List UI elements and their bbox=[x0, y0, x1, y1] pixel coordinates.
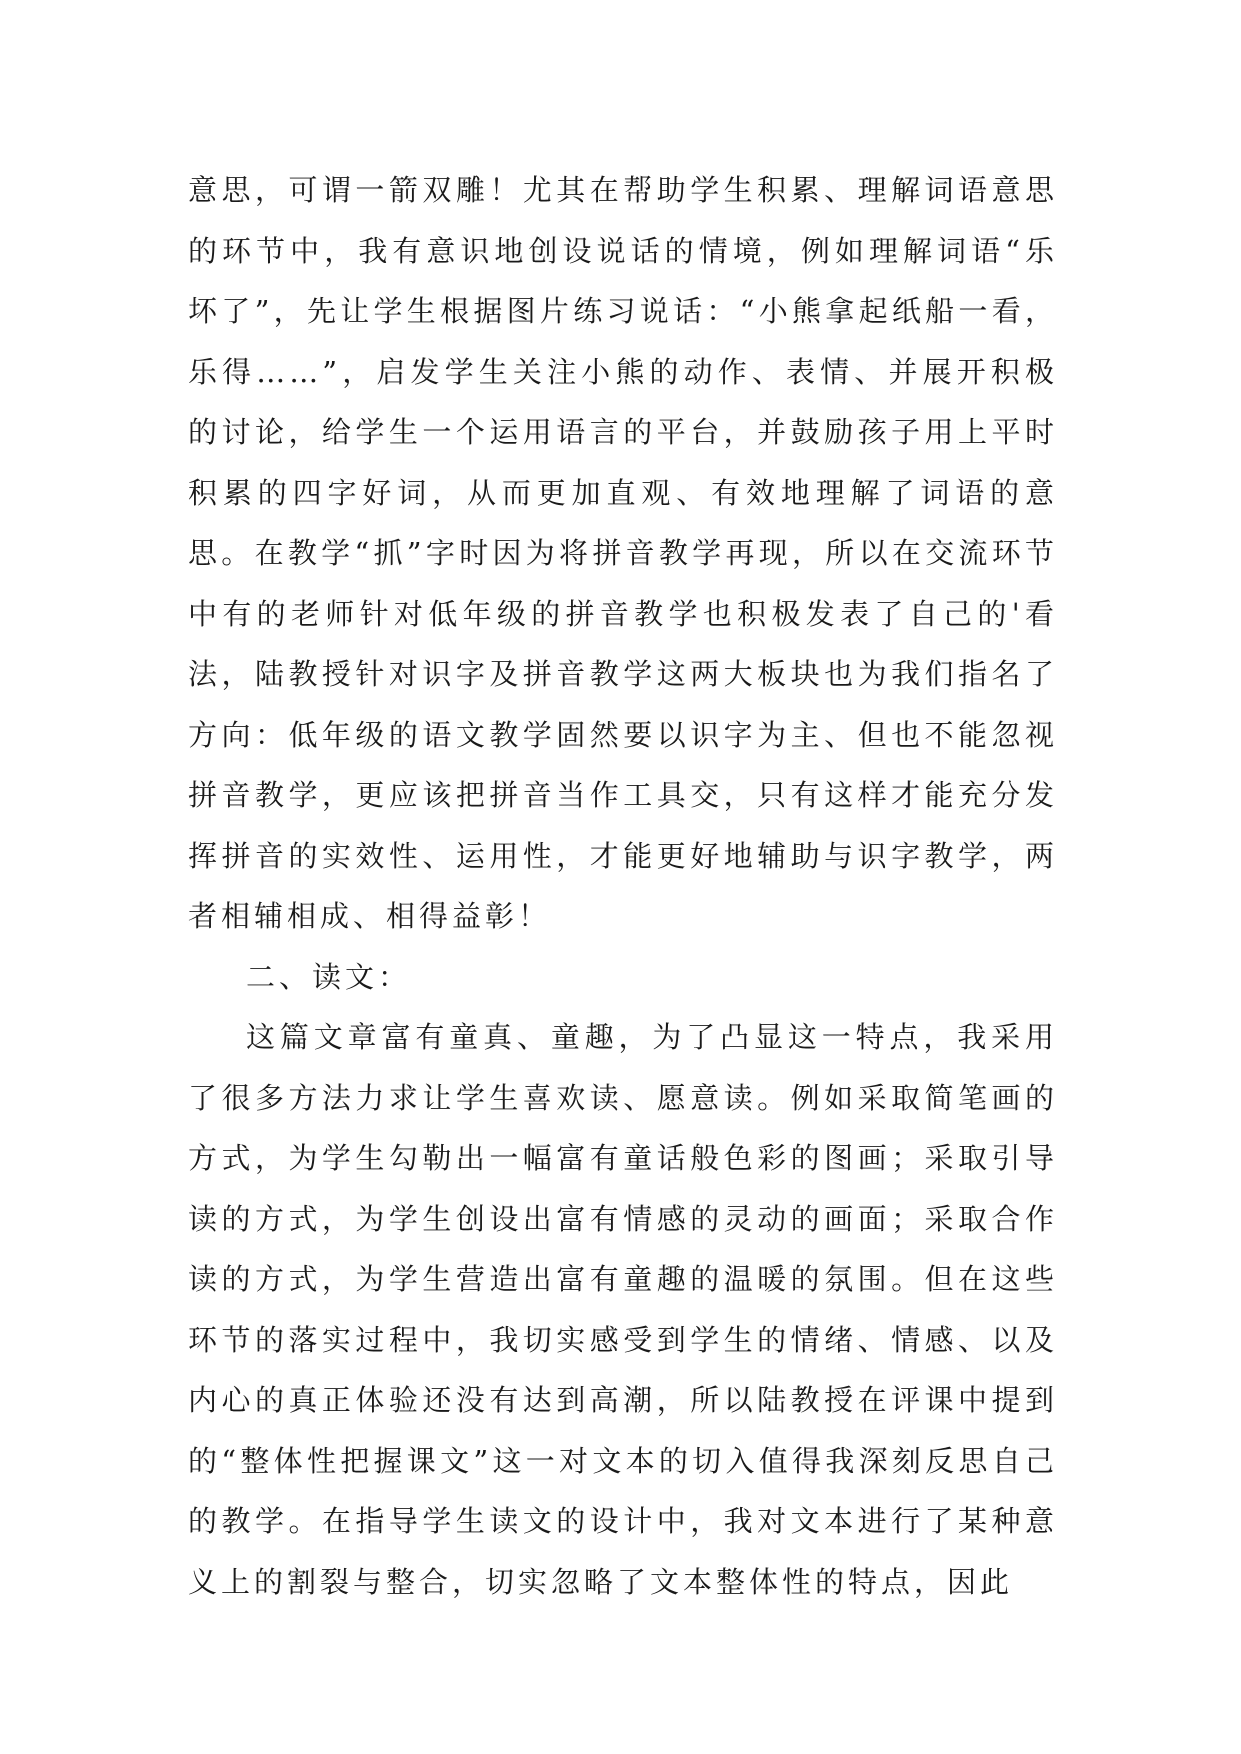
document-body bbox=[188, 160, 1058, 1612]
paragraph-continued: 意思，可谓一箭双雕！尤其在帮助学生积累、理解词语意思的环节中，我有意识地创设说话的情境，例如理解词语“乐坏了”，先让学生根据图片练习说话：“小熊拿起纸船一看，乐得……”，启发学生关注小熊的动作、表情、并展开积极的讨论，给学生一个运用语言的平台，并鼓励孩子用上平时积累的四字好词，从而更加直观、有效地理解了词语的意思。在教学“抓”字时因为将拼音教学再现，所以在交流环节中有的老师针对低年级的拼音教学也积极发表了自己的'看法，陆教授针对识字及拼音教学这两大板块也为我们指名了方向：低年级的语文教学固然要以识字为主、但也不能忽视拼音教学，更应该把拼音当作工具交，只有这样才能充分发挥拼音的实效性、运用性，才能更好地辅助与识字教学，两者相辅相成、相得益彰！ bbox=[188, 173, 1058, 933]
paragraph-reading: 这篇文章富有童真、童趣，为了凸显这一特点，我采用了很多方法力求让学生喜欢读、愿意读。例如采取简笔画的方式，为学生勾勒出一幅富有童话般色彩的图画；采取引导读的方式，为学生创设出富有情感的灵动的画面；采取合作读的方式，为学生营造出富有童趣的温暖的氛围。但在这些环节的落实过程中，我切实感受到学生的情绪、情感、以及内心的真正体验还没有达到高潮，所以陆教授在评课中提到的“整体性把握课文”这一对文本的切入值得我深刻反思自己的教学。在指导学生读文的设计中，我对文本进行了某种意义上的割裂与整合，切实忽略了文本整体性的特点，因此 bbox=[188, 1020, 1058, 1599]
section-heading: 二、读文： bbox=[246, 959, 412, 994]
